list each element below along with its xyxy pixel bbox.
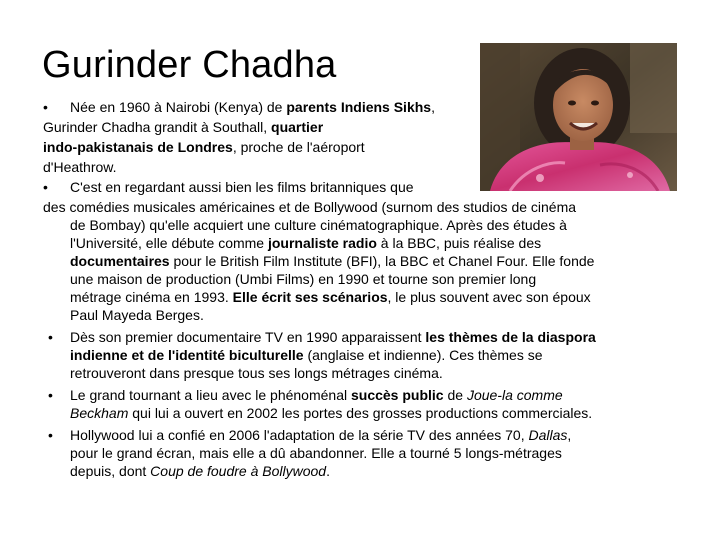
text-run: C'est en regardant aussi bien les films britanniques que xyxy=(70,179,414,195)
bullet-4-line xyxy=(70,404,592,422)
text-run: Paul Mayeda Berges. xyxy=(70,307,204,323)
bullet-2-line xyxy=(43,198,576,216)
bullet-2-line xyxy=(70,306,204,324)
text-run-italic: Beckham xyxy=(70,405,129,421)
text-run: Hollywood lui a confié en 2006 l'adaptation de la série TV des années 70, xyxy=(70,427,529,443)
text-run: Le grand tournant a lieu avec le phénoménal xyxy=(70,387,351,403)
portrait-image xyxy=(480,43,677,191)
bullet-2-line xyxy=(70,288,591,306)
text-run-italic: Coup de foudre à Bollywood xyxy=(150,463,327,479)
text-run: une maison de production (Umbi Films) en 1990 et tourne son premier long xyxy=(70,271,537,287)
text-run: l'Université, elle débute comme xyxy=(70,235,268,251)
text-run: métrage cinéma en 1993. xyxy=(70,289,233,305)
text-run: . xyxy=(326,463,330,479)
bullet-2-line xyxy=(70,234,541,252)
text-run: Gurinder Chadha grandit à Southall, xyxy=(43,119,272,135)
text-run: , le plus souvent avec son époux xyxy=(387,289,591,305)
text-run: Née en 1960 à Nairobi (Kenya) de xyxy=(70,99,287,115)
bullet-marker: • xyxy=(48,427,53,443)
slide-title: Gurinder Chadha xyxy=(42,44,337,86)
text-run-bold: Elle écrit ses scénarios xyxy=(232,289,388,305)
text-run: depuis, dont xyxy=(70,463,151,479)
text-run: qui lui a ouvert en 2002 les portes des grosses productions commerciales. xyxy=(128,405,593,421)
bullet-2-line xyxy=(70,270,536,288)
bullet-marker: • xyxy=(48,329,53,345)
bullet-1-line xyxy=(43,158,117,176)
bullet-marker: • xyxy=(43,99,48,115)
text-run: Dès son premier documentaire TV en 1990 apparaissent xyxy=(70,329,426,345)
bullet-marker: • xyxy=(43,179,48,195)
bullet-2-line xyxy=(70,252,594,270)
text-run-italic: Joue-la comme xyxy=(466,387,563,403)
text-run: de xyxy=(443,387,467,403)
text-run-bold: parents Indiens Sikhs xyxy=(286,99,432,115)
text-run-italic: Dallas xyxy=(528,427,568,443)
text-run-bold: indienne et de l'identité biculturelle xyxy=(70,347,304,363)
text-run: , xyxy=(567,427,572,443)
bullet-2-line xyxy=(70,216,567,234)
bullet-3-line xyxy=(70,328,596,346)
bullet-3-line xyxy=(70,364,443,382)
text-run-bold: documentaires xyxy=(70,253,170,269)
bullet-3-line xyxy=(70,346,543,364)
text-run: (anglaise et indienne). Ces thèmes se xyxy=(303,347,543,363)
bullet-4-line xyxy=(70,386,563,404)
text-run: retrouveront dans presque tous ses longs métrages cinéma. xyxy=(70,365,443,381)
text-run: à la BBC, puis réalise des xyxy=(376,235,542,251)
bullet-1-line xyxy=(43,138,365,156)
bullet-1-line xyxy=(70,98,435,116)
bullet-1-line xyxy=(43,118,323,136)
text-run-bold: indo-pakistanais de Londres xyxy=(43,139,233,155)
text-run-bold: les thèmes de la diaspora xyxy=(425,329,596,345)
text-run-bold: journaliste radio xyxy=(267,235,377,251)
text-run-bold: succès public xyxy=(350,387,444,403)
text-run: pour le British Film Institute (BFI), la BBC et Chanel Four. Elle fonde xyxy=(169,253,595,269)
text-run: pour le grand écran, mais elle a dû abandonner. Elle a tourné 5 longs-métrages xyxy=(70,445,562,461)
bullet-marker: • xyxy=(48,387,53,403)
text-run: de Bombay) qu'elle acquiert une culture cinématographique. Après des études à xyxy=(70,217,567,233)
text-run-bold: quartier xyxy=(271,119,324,135)
text-run: , proche de l'aéroport xyxy=(232,139,365,155)
bullet-5-line xyxy=(70,444,562,462)
text-run: des comédies musicales américaines et de Bollywood (surnom des studios de cinéma xyxy=(43,199,577,215)
bullet-5-line xyxy=(70,426,571,444)
bullet-2-line xyxy=(70,178,414,196)
text-run: , xyxy=(431,99,435,115)
bullet-5-line xyxy=(70,462,330,480)
portrait-photo xyxy=(480,43,677,191)
text-run: d'Heathrow. xyxy=(43,159,117,175)
